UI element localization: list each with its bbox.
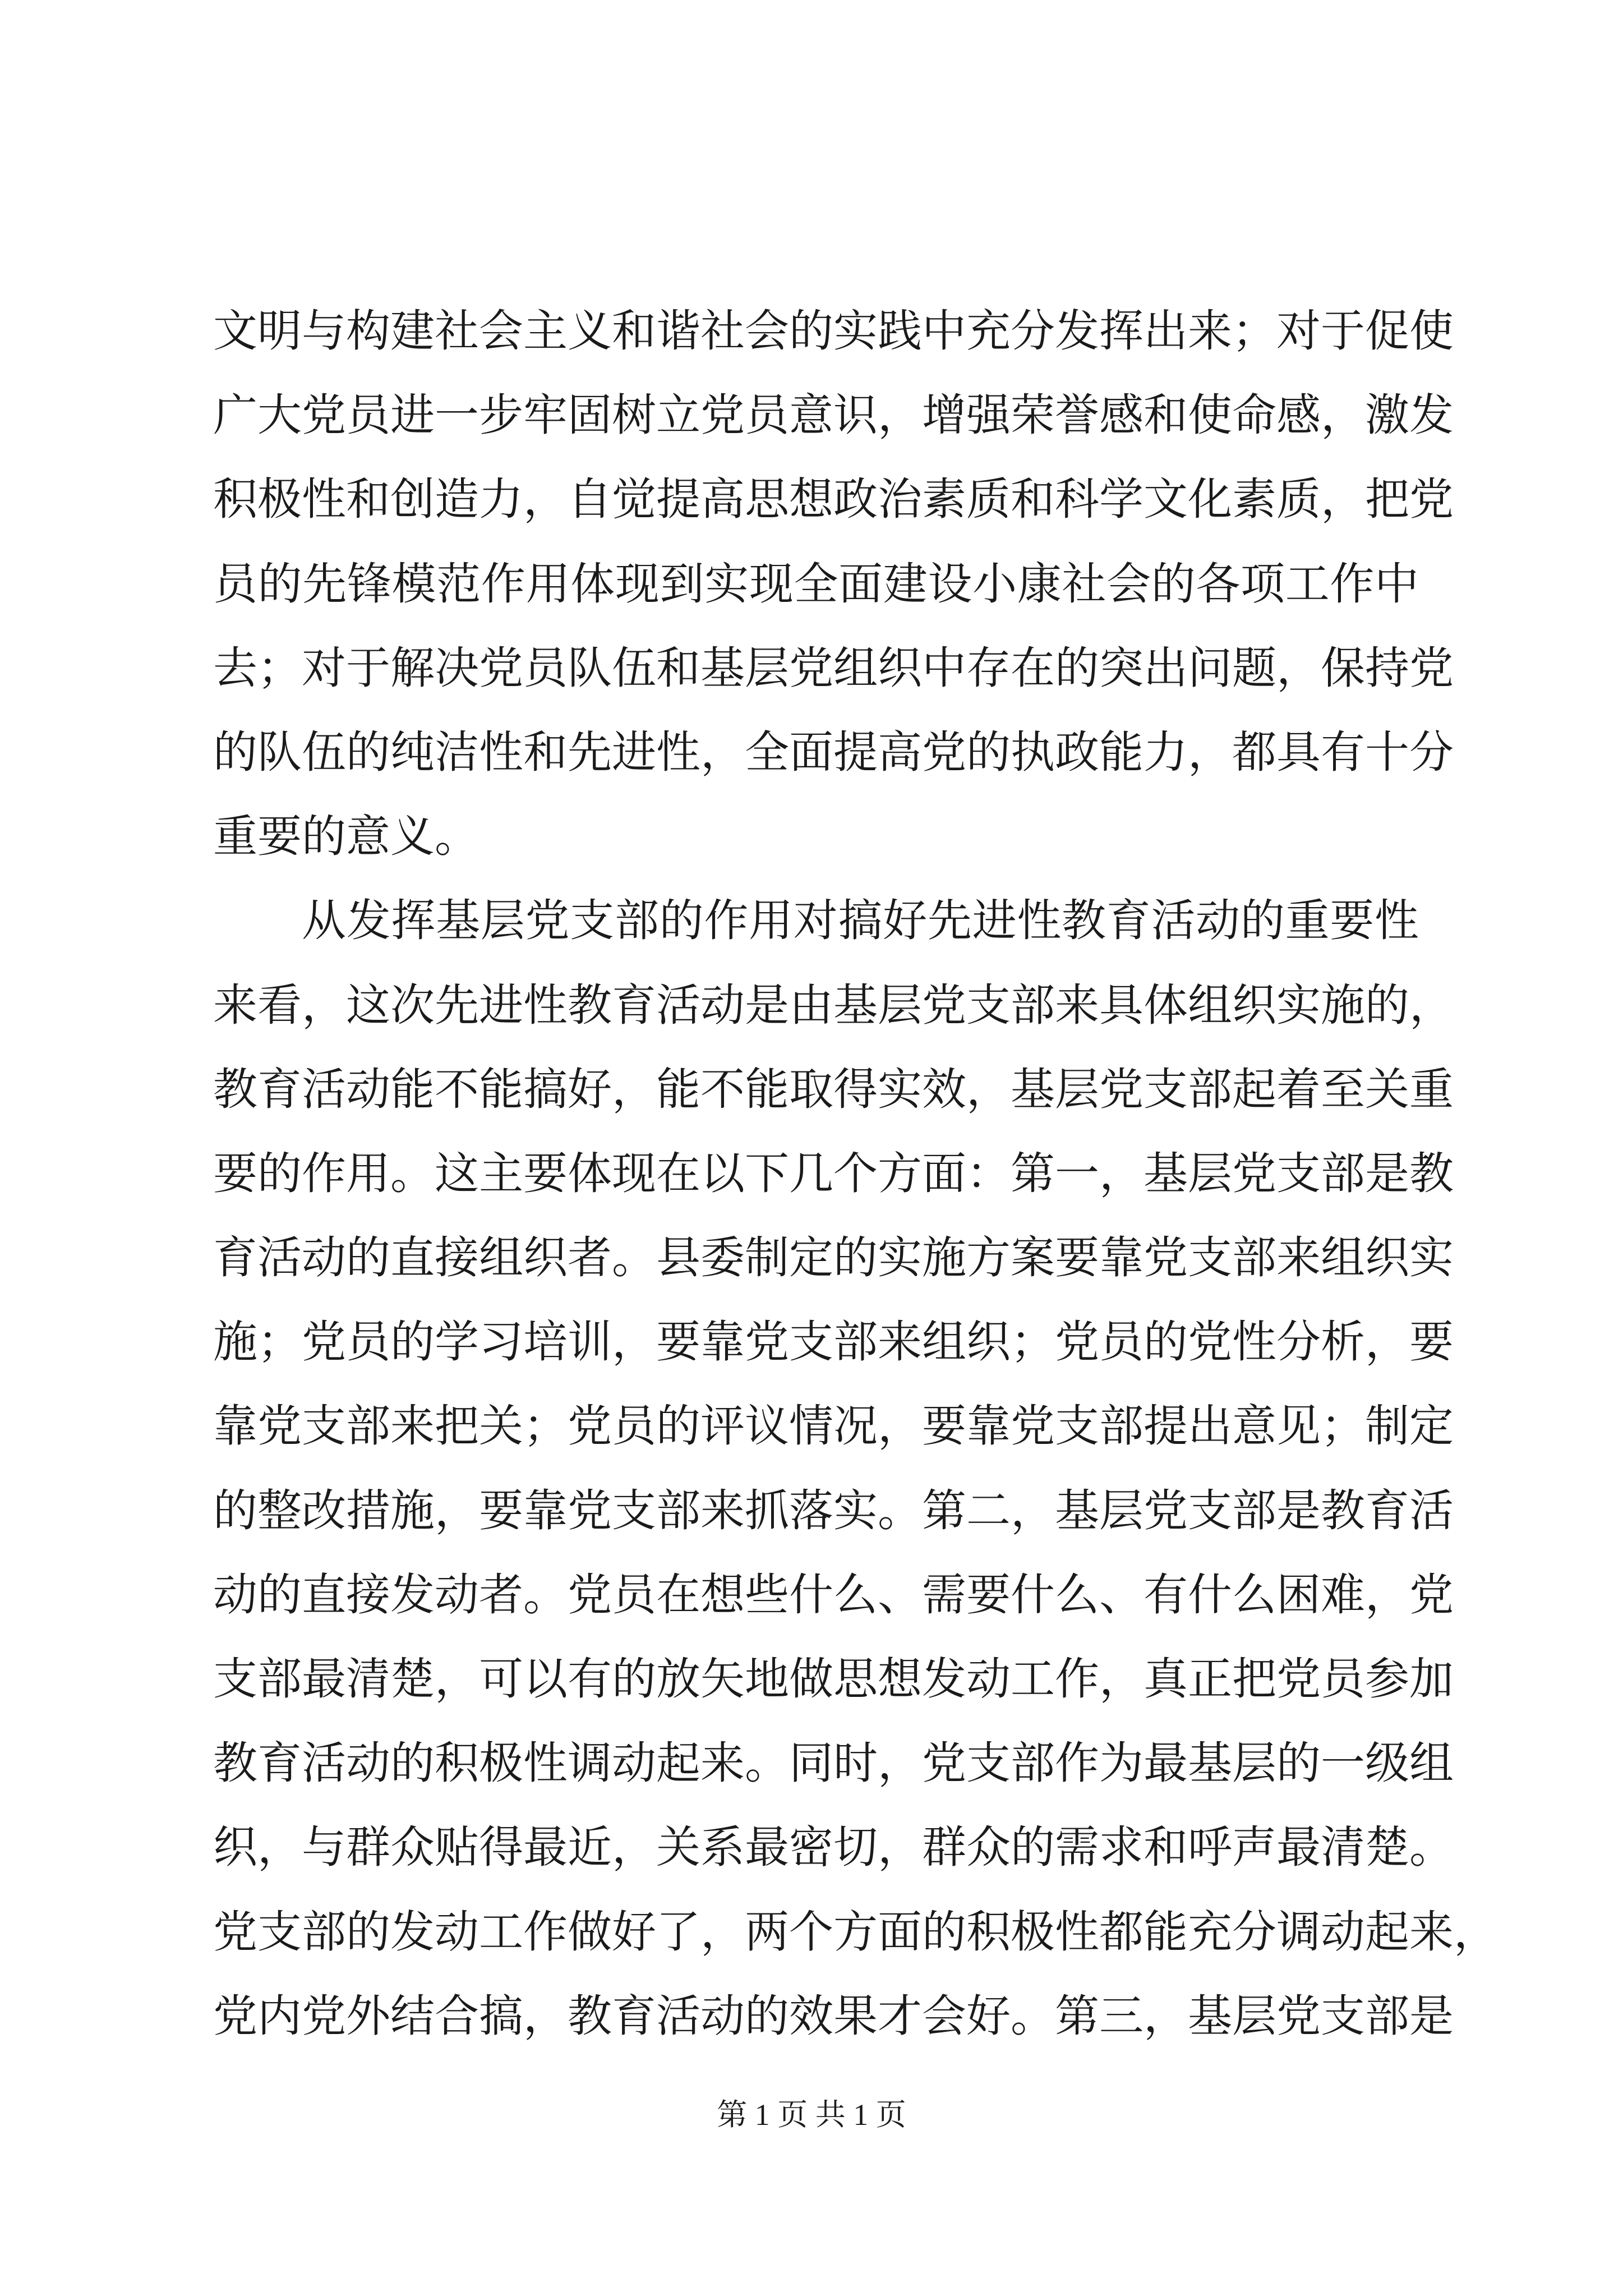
document-body <box>213 289 1498 2058</box>
text-line: 动的直接发动者。党员在想些什么、需要什么、有什么困难，党 <box>213 1568 1454 1621</box>
text-line: 育活动的直接组织者。县委制定的实施方案要靠党支部来组织实 <box>213 1232 1454 1284</box>
paragraph-1 <box>213 289 1454 878</box>
text-line: 要的作用。这主要体现在以下几个方面：第一，基层党支部是教 <box>213 1147 1454 1199</box>
text-line: 靠党支部来把关；党员的评议情况，要靠党支部提出意见；制定 <box>213 1400 1454 1452</box>
text-line: 重要的意义。 <box>213 811 479 863</box>
text-line: 织，与群众贴得最近，关系最密切，群众的需求和呼声最清楚。 <box>213 1821 1454 1874</box>
page-footer <box>0 2095 1623 2134</box>
text-line: 去；对于解决党员队伍和基层党组织中存在的突出问题，保持党 <box>213 642 1454 694</box>
page-number-label: 第 1 页 共 1 页 <box>717 2098 906 2132</box>
text-line: 支部最清楚，可以有的放矢地做思想发动工作，真正把党员参加 <box>213 1653 1454 1705</box>
text-line: 的整改措施，要靠党支部来抓落实。第二，基层党支部是教育活 <box>213 1484 1454 1536</box>
paragraph-2 <box>213 878 1498 2058</box>
text-line: 党内党外结合搞，教育活动的效果才会好。第三，基层党支部是 <box>213 1990 1454 2042</box>
text-line: 施；党员的学习培训，要靠党支部来组织；党员的党性分析，要 <box>213 1316 1454 1368</box>
text-line: 积极性和创造力，自觉提高思想政治素质和科学文化素质，把党 <box>213 473 1454 526</box>
text-line: 教育活动能不能搞好，能不能取得实效，基层党支部起着至关重 <box>213 1063 1454 1115</box>
text-line: 教育活动的积极性调动起来。同时，党支部作为最基层的一级组 <box>213 1737 1454 1789</box>
text-line: 的队伍的纯洁性和先进性，全面提高党的执政能力，都具有十分 <box>213 726 1454 778</box>
text-line: 从发挥基层党支部的作用对搞好先进性教育活动的重要性 <box>302 895 1419 947</box>
text-line: 员的先锋模范作用体现到实现全面建设小康社会的各项工作中 <box>213 558 1419 610</box>
text-line: 文明与构建社会主义和谐社会的实践中充分发挥出来；对于促使 <box>213 305 1454 357</box>
text-line: 党支部的发动工作做好了，两个方面的积极性都能充分调动起来， <box>213 1906 1498 1958</box>
text-line: 广大党员进一步牢固树立党员意识，增强荣誉感和使命感，激发 <box>213 389 1454 441</box>
text-line: 来看，这次先进性教育活动是由基层党支部来具体组织实施的， <box>213 979 1454 1031</box>
